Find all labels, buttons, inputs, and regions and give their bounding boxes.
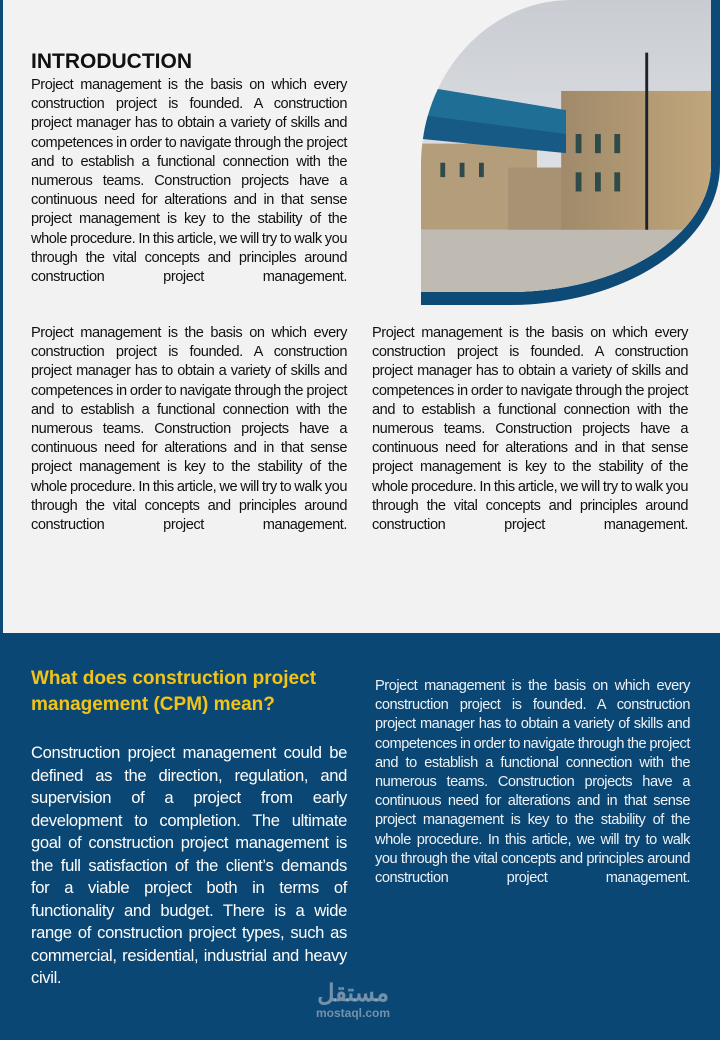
intro-paragraph: Project management is the basis on which every construction project is founded. A construction project manager has to obtain a variety of skills and competences in order to navigate through the project and to establish a functional connection with the numerous teams. Construction projects have a continuous need for alterations and in that sense project management is key to the stability of the whole procedure. In this article, we will try to walk you through the vital concepts and principles around construction project management. [31, 77, 347, 286]
intro-column-right: Project management is the basis on which every construction project is founded. A construction project manager has to obtain a variety of skills and competences in order to navigate through the project and to establish a functional connection with the numerous teams. Construction projects have a continuous need for alterations and in that sense project management is key to the stability of the whole procedure. In this article, we will try to walk you through the vital concepts and principles around construction project management. [372, 325, 688, 534]
cpm-right-paragraph: Project management is the basis on which every construction project is founded. A construction project manager has to obtain a variety of skills and competences in order to navigate through the project and to establish a functional connection with the numerous teams. Construction projects have a continuous need for alterations and in that sense project management is key to the stability of the whole procedure. In this article, we will try to walk you through the vital concepts and principles around construction project management. [375, 678, 690, 887]
intro-title: INTRODUCTION [31, 50, 192, 73]
cpm-paragraph: Construction project management could be defined as the direction, regulation, and supervision of a project from early development to completion. The ultimate goal of construction project management is the full satisfaction of the client’s demands for a viable project both in terms of functionality and budget. There is a wide range of construction project types, such as commercial, residential, industrial and heavy civil. [31, 743, 347, 987]
intro-column-left: Project management is the basis on which every construction project is founded. A construction project manager has to obtain a variety of skills and competences in order to navigate through the project and to establish a functional connection with the numerous teams. Construction projects have a continuous need for alterations and in that sense project management is key to the stability of the whole procedure. In this article, we will try to walk you through the vital concepts and principles around construction project management. [31, 325, 347, 534]
mostaql-watermark [316, 982, 390, 1020]
watermark-latin: mostaql.com [316, 1006, 391, 1020]
watermark-arabic: مستقل [317, 980, 389, 1007]
cpm-heading: What does construction project management (CPM) mean? [31, 668, 317, 715]
